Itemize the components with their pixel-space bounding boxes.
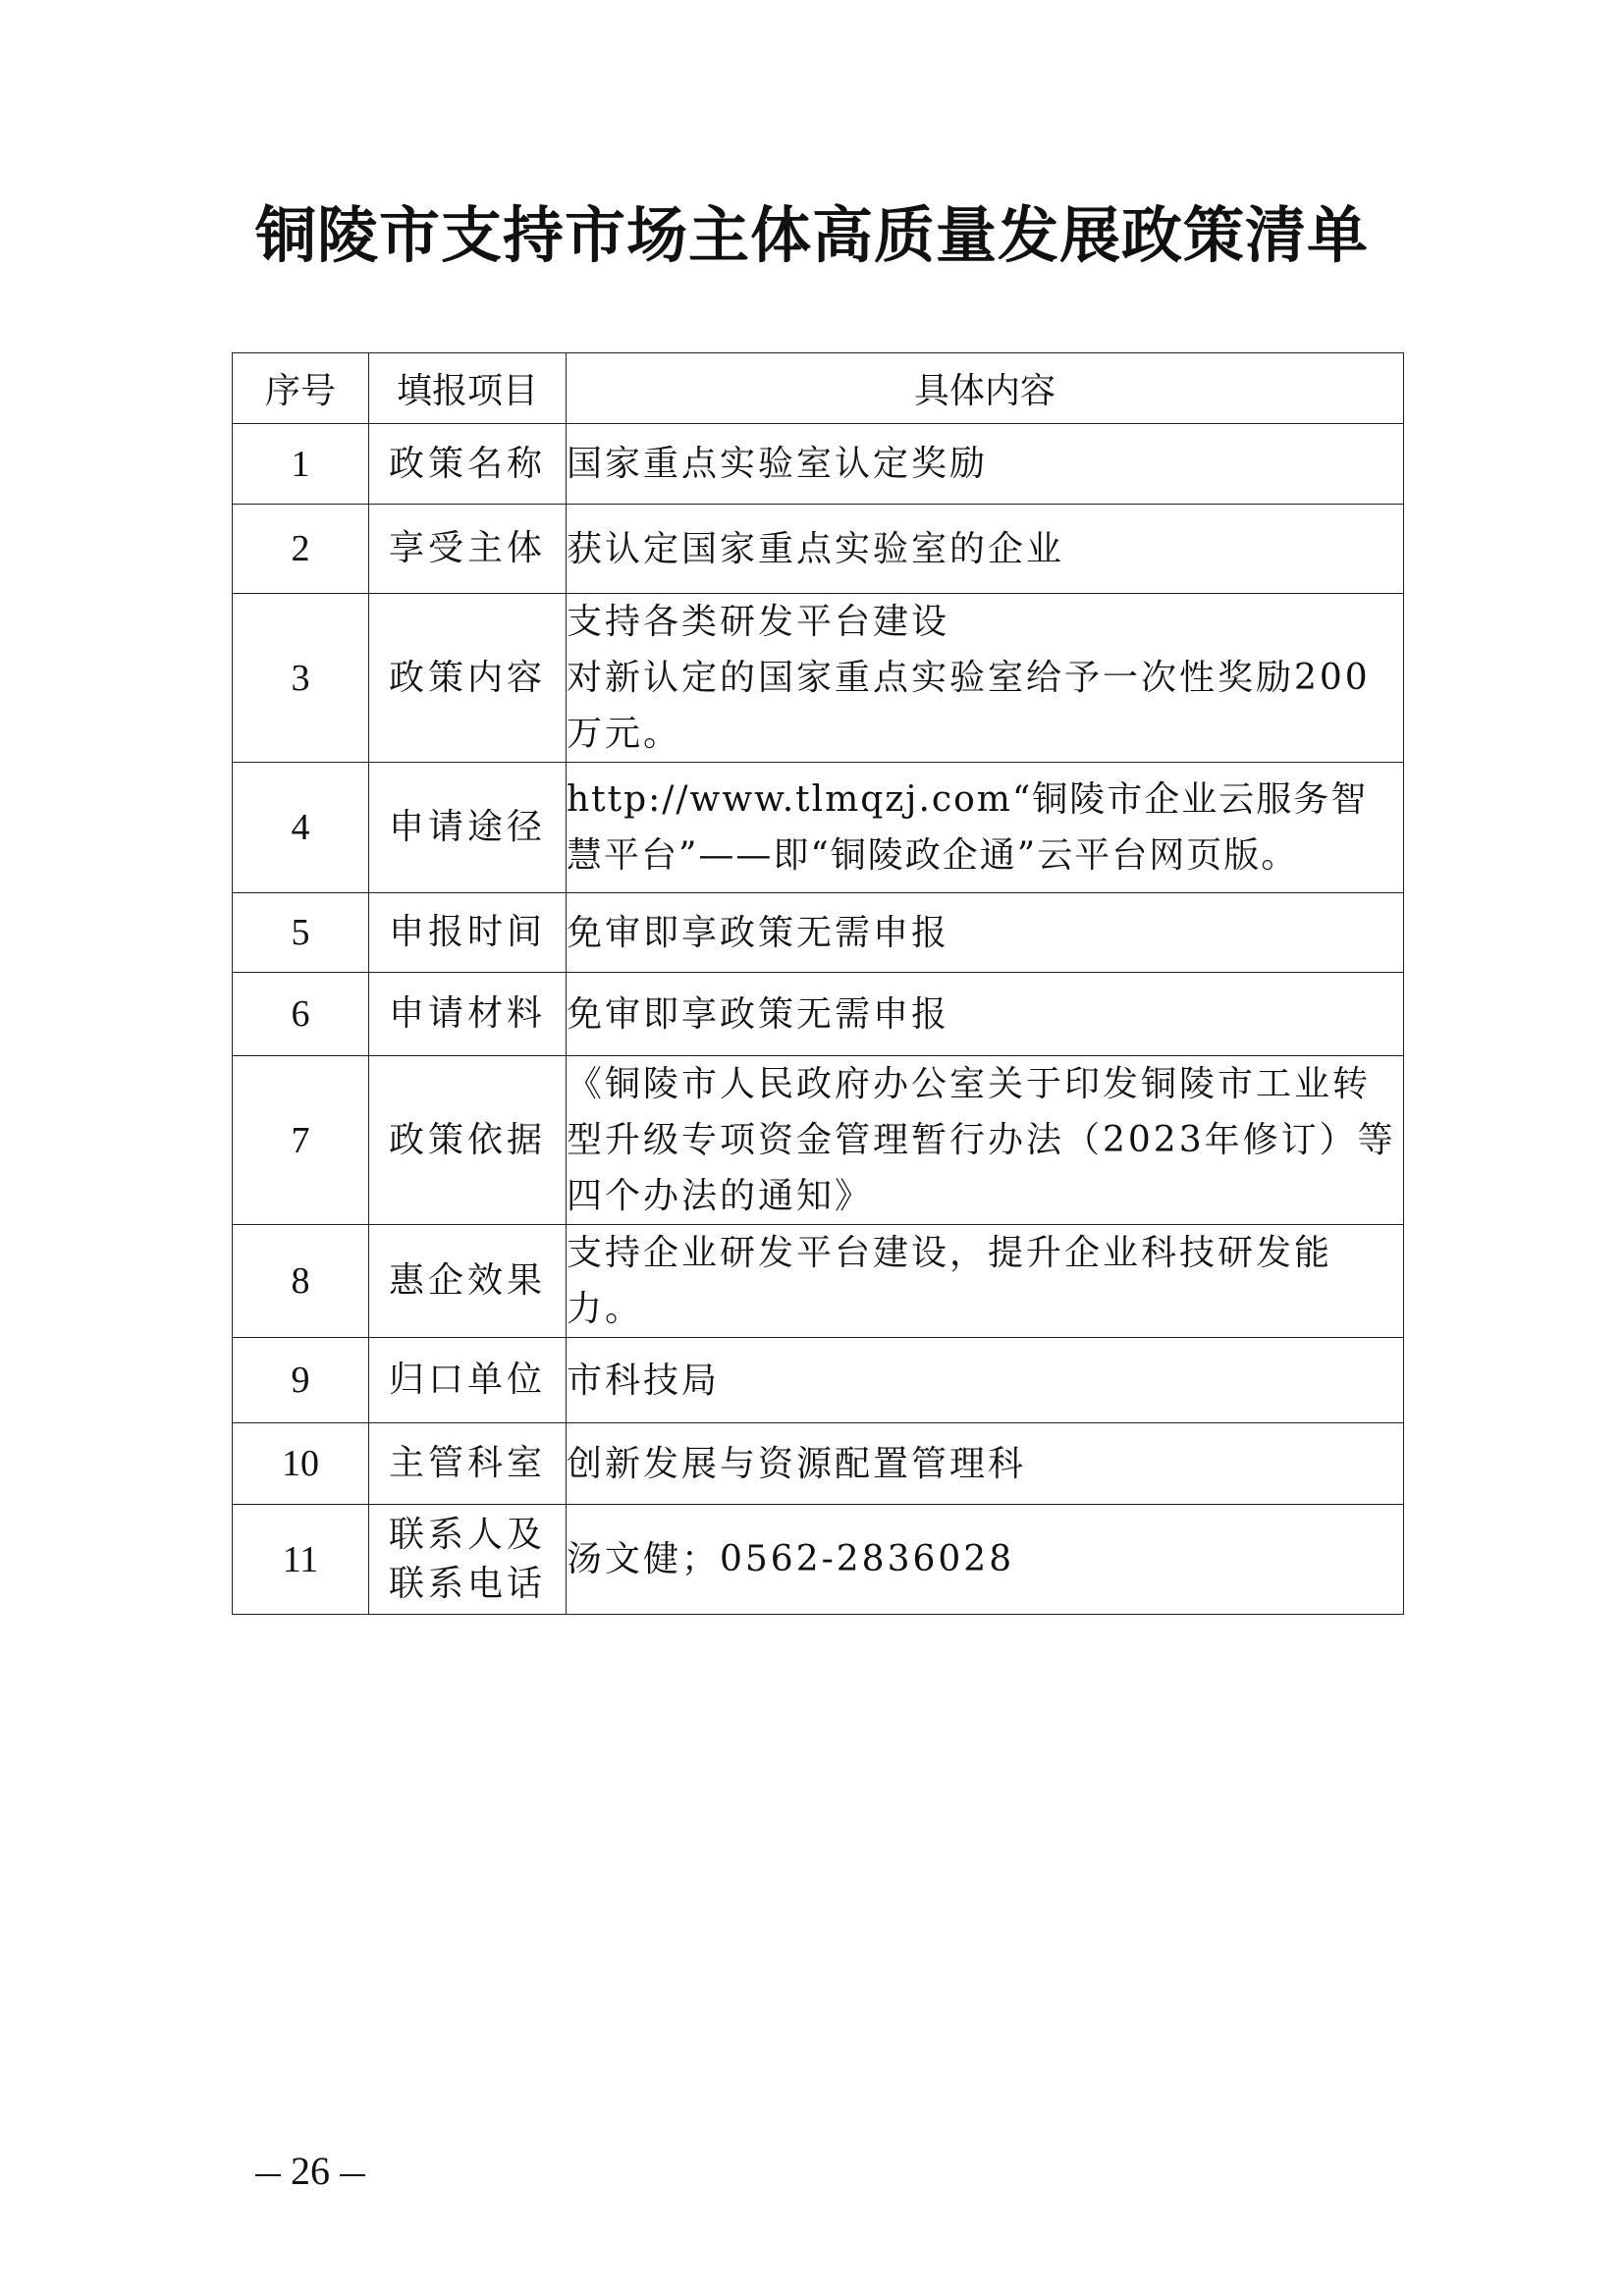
document-title: 铜陵市支持市场主体高质量发展政策清单 bbox=[254, 199, 1369, 271]
row-content: 免审即享政策无需申报 bbox=[567, 893, 1404, 973]
dash-right bbox=[340, 2174, 365, 2176]
row-no: 6 bbox=[233, 973, 369, 1056]
row-item: 申报时间 bbox=[369, 893, 567, 973]
page-footer bbox=[245, 2148, 375, 2194]
row-no: 11 bbox=[233, 1505, 369, 1615]
row-content: 获认定国家重点实验室的企业 bbox=[567, 505, 1404, 594]
row-no: 7 bbox=[233, 1056, 369, 1225]
row-content: http://www.tlmqzj.com“铜陵市企业云服务智慧平台”——即“铜陵政企通”云平台网页版。 bbox=[567, 763, 1404, 893]
table-row bbox=[233, 1505, 1404, 1615]
row-no: 10 bbox=[233, 1423, 369, 1505]
row-content: 市科技局 bbox=[567, 1338, 1404, 1423]
header-no: 序号 bbox=[233, 353, 369, 424]
row-no: 9 bbox=[233, 1338, 369, 1423]
row-content: 支持企业研发平台建设，提升企业科技研发能力。 bbox=[567, 1225, 1404, 1338]
header-content: 具体内容 bbox=[567, 353, 1404, 424]
header-item: 填报项目 bbox=[369, 353, 567, 424]
row-item: 政策名称 bbox=[369, 424, 567, 505]
row-content: 创新发展与资源配置管理科 bbox=[567, 1423, 1404, 1505]
row-item: 联系人及 联系电话 bbox=[369, 1505, 567, 1615]
page-number: 26 bbox=[291, 2149, 330, 2193]
row-item: 政策内容 bbox=[369, 594, 567, 763]
row-no: 3 bbox=[233, 594, 369, 763]
table-row bbox=[233, 1338, 1404, 1423]
policy-table bbox=[232, 352, 1404, 1615]
table-row bbox=[233, 1423, 1404, 1505]
table-row bbox=[233, 893, 1404, 973]
row-item: 政策依据 bbox=[369, 1056, 567, 1225]
row-item: 惠企效果 bbox=[369, 1225, 567, 1338]
table-row bbox=[233, 505, 1404, 594]
row-no: 4 bbox=[233, 763, 369, 893]
table-row bbox=[233, 1225, 1404, 1338]
table-header-row bbox=[233, 353, 1404, 424]
dash-left bbox=[255, 2174, 281, 2176]
row-content: 国家重点实验室认定奖励 bbox=[567, 424, 1404, 505]
row-no: 8 bbox=[233, 1225, 369, 1338]
table-row bbox=[233, 973, 1404, 1056]
table-row bbox=[233, 763, 1404, 893]
row-no: 1 bbox=[233, 424, 369, 505]
row-no: 5 bbox=[233, 893, 369, 973]
row-item: 归口单位 bbox=[369, 1338, 567, 1423]
table-row bbox=[233, 1056, 1404, 1225]
table-row bbox=[233, 424, 1404, 505]
table-row bbox=[233, 594, 1404, 763]
row-item: 申请材料 bbox=[369, 973, 567, 1056]
row-content: 汤文健；0562-2836028 bbox=[567, 1505, 1404, 1615]
row-content: 支持各类研发平台建设 对新认定的国家重点实验室给予一次性奖励200万元。 bbox=[567, 594, 1404, 763]
row-content: 《铜陵市人民政府办公室关于印发铜陵市工业转型升级专项资金管理暂行办法（2023年修订）等四个办法的通知》 bbox=[567, 1056, 1404, 1225]
row-item: 享受主体 bbox=[369, 505, 567, 594]
row-content: 免审即享政策无需申报 bbox=[567, 973, 1404, 1056]
row-item: 主管科室 bbox=[369, 1423, 567, 1505]
row-item: 申请途径 bbox=[369, 763, 567, 893]
row-no: 2 bbox=[233, 505, 369, 594]
